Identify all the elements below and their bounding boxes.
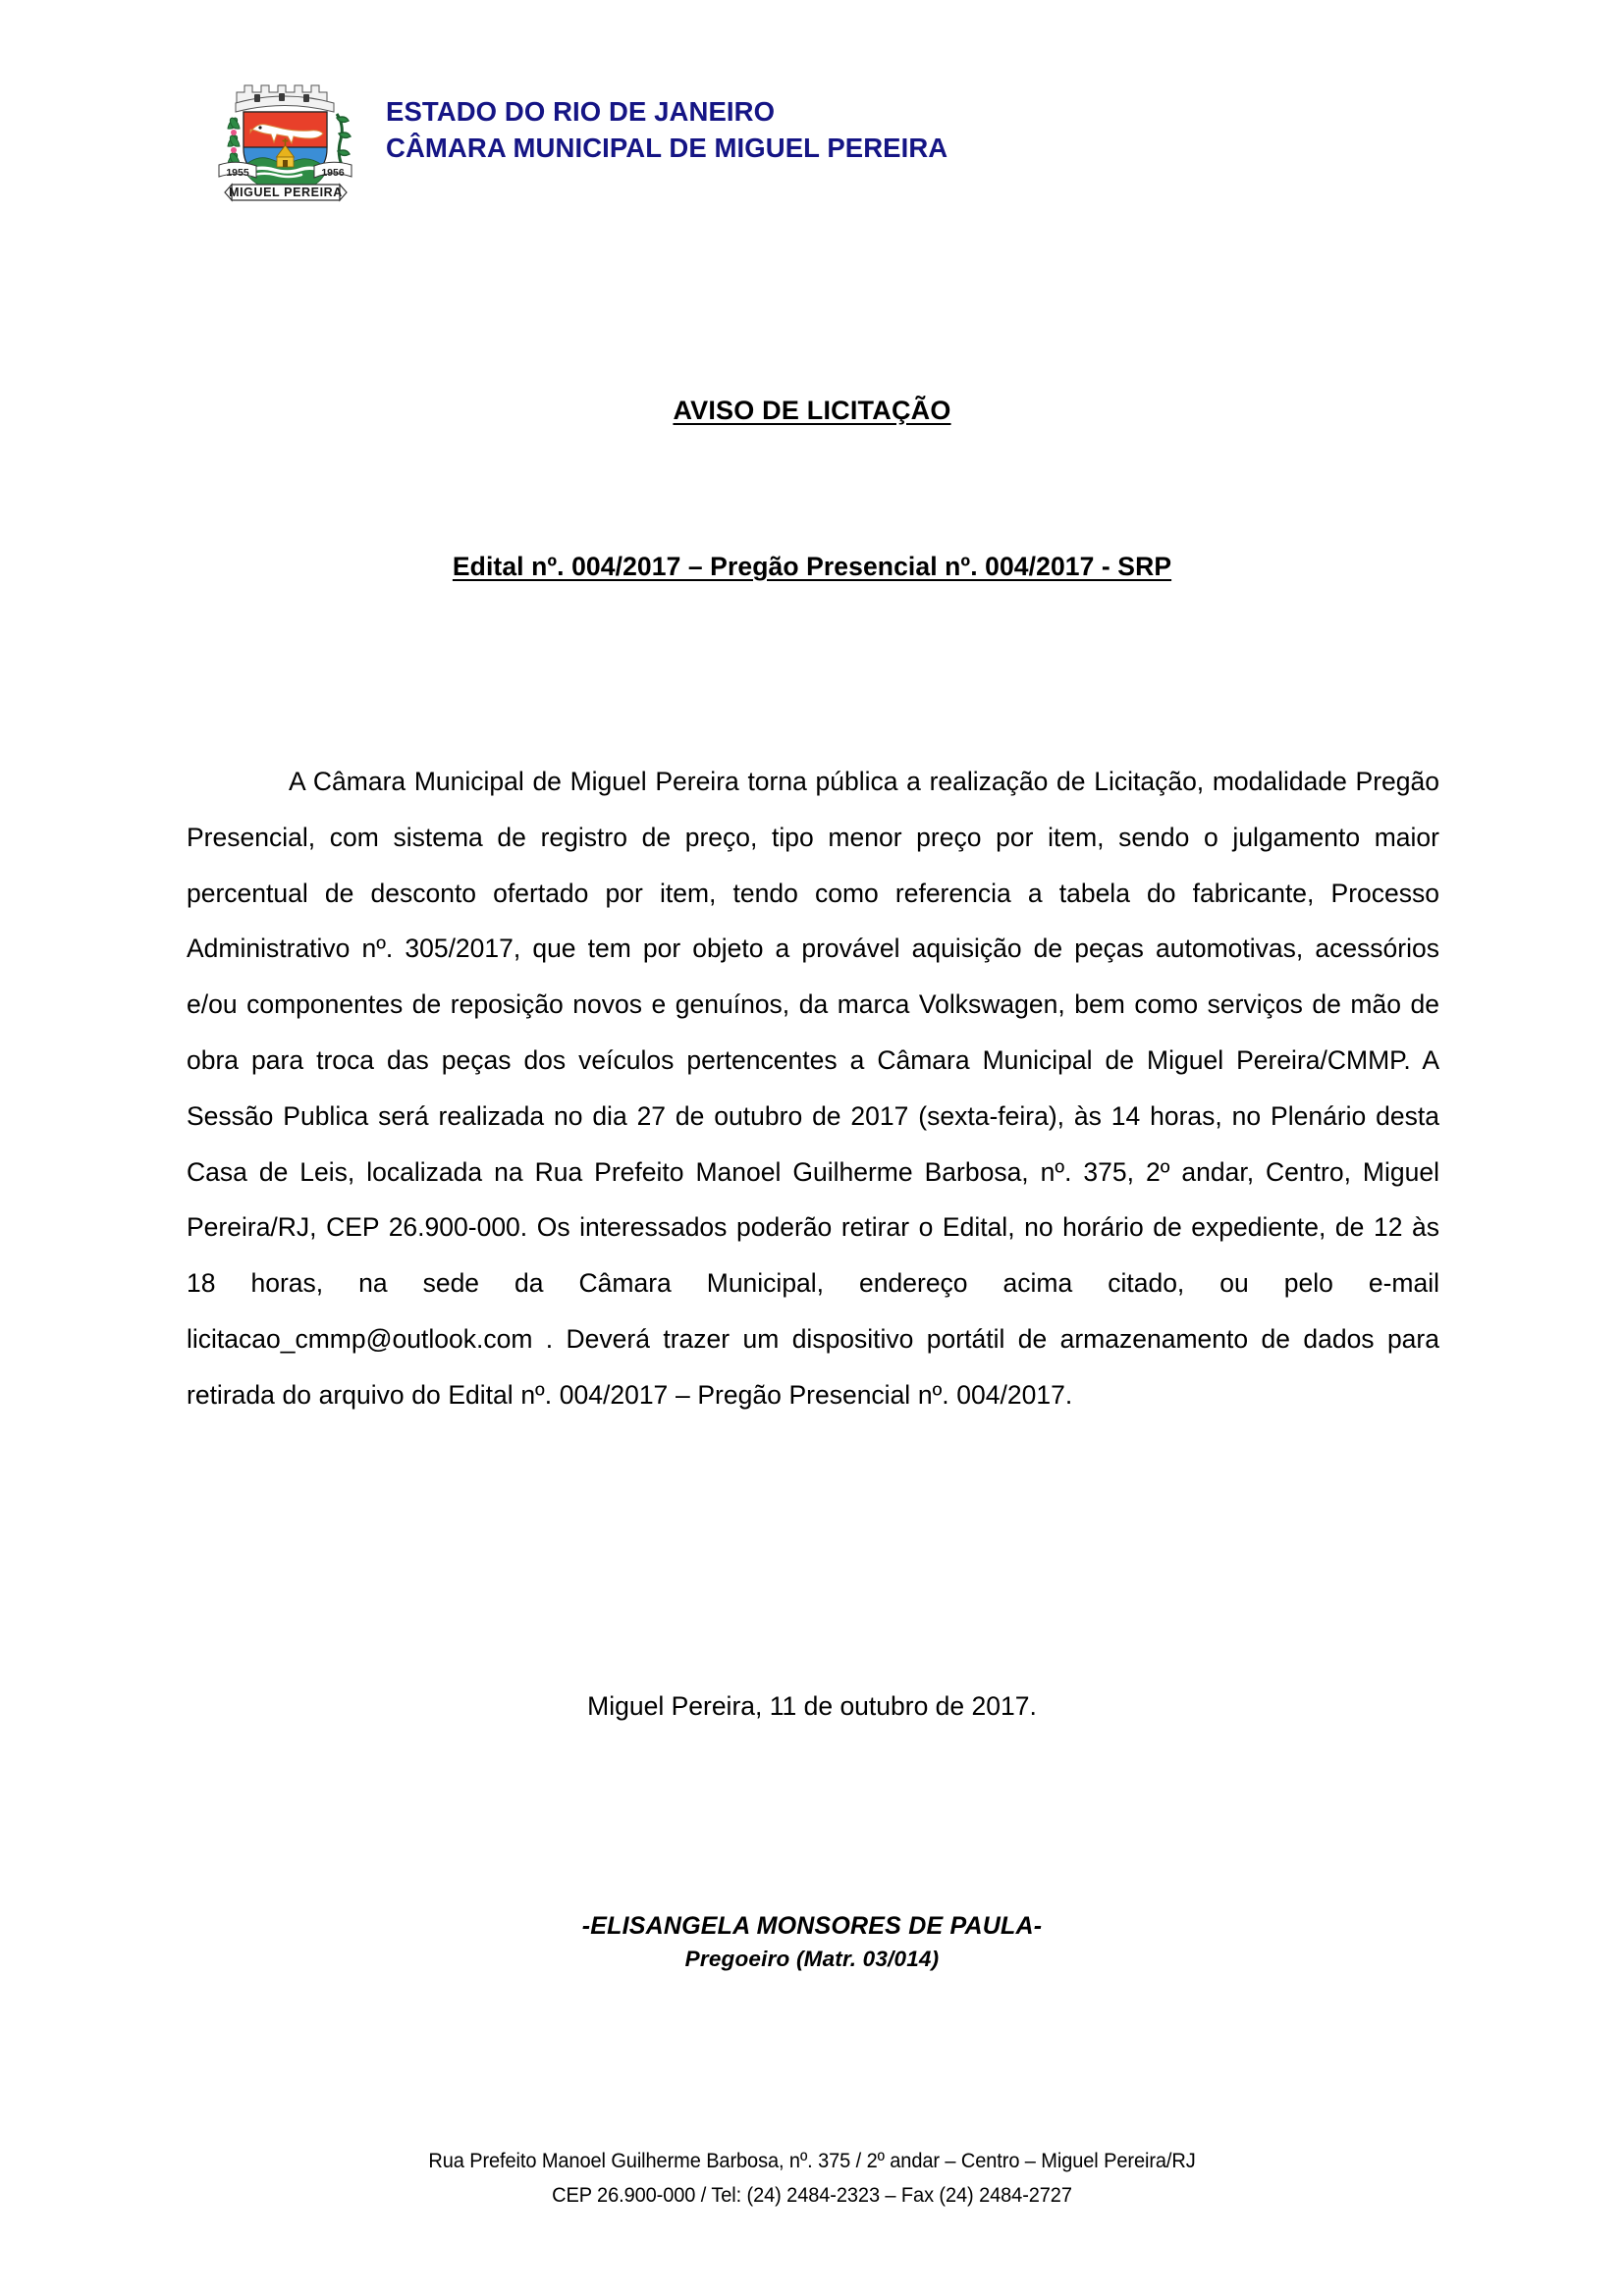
document-subtitle-text: Edital nº. 004/2017 – Pregão Presencial nº. 004/2017 - SRP <box>452 552 1172 581</box>
document-footer <box>0 2144 1624 2213</box>
place-and-date: Miguel Pereira, 11 de outubro de 2017. <box>587 1691 1037 1721</box>
coat-of-arms-icon <box>199 59 371 206</box>
document-title <box>0 396 1624 426</box>
signatory-role: Pregoeiro (Matr. 03/014) <box>684 1947 940 1972</box>
signatory-name: -ELISANGELA MONSORES DE PAULA- <box>581 1912 1043 1940</box>
body-paragraph: A Câmara Municipal de Miguel Pereira torna pública a realização de Licitação, modalidade Pregão Presencial, com sistema de registro de preço, tipo menor preço por item, sendo o julgamento maior percentual de desconto ofertado por item, tendo como referencia a tabela do fabricante, Processo Administrativo nº. 305/2017, que tem por objeto a provável aquisição de peças automotivas, acessórios e/ou componentes de reposição novos e genuínos, da marca Volkswagen, bem como serviços de mão de obra para troca das peças dos veículos pertencentes a Câmara Municipal de Miguel Pereira/CMMP. A Sessão Publica será realizada no dia 27 de outubro de 2017 (sexta-feira), às 14 horas, no Plenário desta Casa de Leis, localizada na Rua Prefeito Manoel Guilherme Barbosa, nº. 375, 2º andar, Centro, Miguel Pereira/RJ, CEP 26.900-000. Os interessados poderão retirar o Edital, no horário de expediente, de 12 às 18 horas, na sede da Câmara Municipal, endereço acima citado, ou pelo e-mail licitacao_cmmp@outlook.com . Deverá trazer um dispositivo portátil de armazenamento de dados para retirada do arquivo do Edital nº. 004/2017 – Pregão Presencial nº. 004/2017. <box>187 767 1439 1410</box>
emblem-year-right: 1956 <box>320 167 345 179</box>
footer-address: Rua Prefeito Manoel Guilherme Barbosa, nº. 375 / 2º andar – Centro – Miguel Pereira/RJ <box>428 2149 1196 2172</box>
emblem-banner-text: MIGUEL PEREIRA <box>228 186 343 199</box>
document-body <box>187 754 1439 1423</box>
header-title-block <box>386 59 947 166</box>
document-title-text: AVISO DE LICITAÇÃO <box>673 396 951 425</box>
emblem-year-left: 1955 <box>225 167 249 179</box>
document-header <box>0 59 1624 206</box>
signature-block <box>0 1908 1624 1976</box>
header-state-line: ESTADO DO RIO DE JANEIRO <box>386 96 776 127</box>
coat-of-arms-container <box>191 59 378 206</box>
header-chamber-line: CÂMARA MUNICIPAL DE MIGUEL PEREIRA <box>386 132 948 163</box>
document-subtitle <box>0 552 1624 582</box>
footer-contact: CEP 26.900-000 / Tel: (24) 2484-2323 – Fax (24) 2484-2727 <box>552 2182 1072 2207</box>
